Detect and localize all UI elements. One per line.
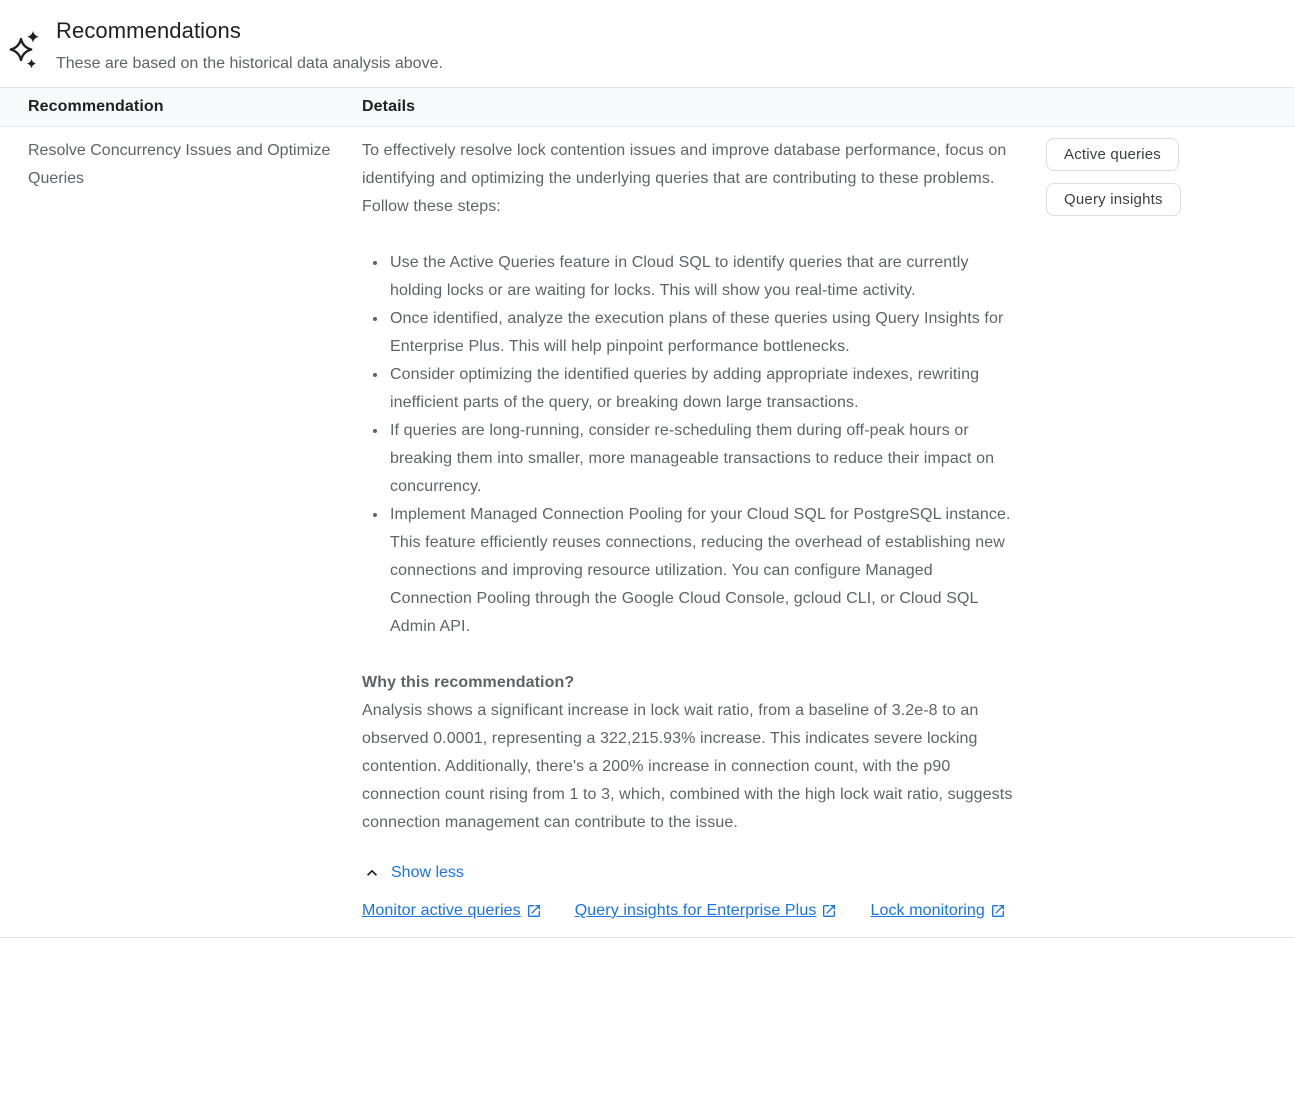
why-recommendation-heading: Why this recommendation? — [362, 674, 575, 691]
link-monitor-active-queries[interactable]: Monitor active queries — [362, 900, 542, 921]
bullet-item: • Use the Active Queries feature in Cloud SQL to identify queries that are currently holding locks or are waiting for locks. This will show you real-time activity. — [388, 249, 1017, 305]
external-link-icon — [526, 903, 542, 919]
show-less-button[interactable] — [362, 863, 464, 883]
recommendations-table — [0, 87, 1295, 938]
recommendation-details — [362, 137, 1017, 921]
page-title: Recommendations — [56, 18, 241, 43]
bullet-item: • Implement Managed Connection Pooling for your Cloud SQL for PostgreSQL instance. This feature efficiently reuses connections, reducing the overhead of establishing new connections and improving resource utilization. You can configure Managed Connection Pooling through the Google Cloud Console, gcloud CLI, or Cloud SQL Admin API. — [388, 501, 1017, 641]
table-header-row — [0, 87, 1295, 127]
external-link-icon — [821, 903, 837, 919]
link-query-insights-enterprise-plus[interactable]: Query insights for Enterprise Plus — [575, 900, 838, 921]
details-bullet-list — [362, 249, 1017, 641]
table-row — [0, 127, 1295, 938]
chevron-up-icon — [362, 863, 382, 883]
gemini-sparkle-icon — [8, 30, 42, 72]
documentation-links — [362, 900, 1017, 921]
recommendations-header — [0, 0, 1295, 75]
link-lock-monitoring[interactable]: Lock monitoring — [870, 900, 1005, 921]
bullet-item: • Consider optimizing the identified queries by adding appropriate indexes, rewriting inefficient parts of the query, or breaking down large transactions. — [388, 361, 1017, 417]
why-recommendation-text: Analysis shows a significant increase in lock wait ratio, from a baseline of 3.2e-8 to an observed 0.0001, representing a 322,215.93% increase. This indicates severe locking contention. Additionally, there's a 200% increase in connection count, with the p90 connection count rising from 1 to 3, which, combined with the high lock wait ratio, suggests connection management can contribute to the issue. — [362, 702, 1013, 831]
page-subtitle: These are based on the historical data analysis above. — [56, 55, 443, 72]
active-queries-button[interactable]: Active queries — [1046, 138, 1179, 171]
column-header-recommendation: Recommendation — [28, 98, 164, 115]
details-intro: To effectively resolve lock contention issues and improve database performance, focus on identifying and optimizing the underlying queries that are contributing to these problems. Follow these steps: — [362, 142, 1007, 215]
action-buttons-column — [1017, 137, 1295, 921]
show-less-label: Show less — [391, 864, 464, 881]
recommendation-title: Resolve Concurrency Issues and Optimize Queries — [28, 142, 331, 187]
column-header-details: Details — [362, 98, 416, 115]
query-insights-button[interactable]: Query insights — [1046, 183, 1181, 216]
external-link-icon — [990, 903, 1006, 919]
bullet-item: • Once identified, analyze the execution plans of these queries using Query Insights for Enterprise Plus. This will help pinpoint performance bottlenecks. — [388, 305, 1017, 361]
bullet-item: • If queries are long-running, consider re-scheduling them during off-peak hours or breaking them into smaller, more manageable transactions to reduce their impact on concurrency. — [388, 417, 1017, 501]
header-text — [56, 16, 443, 75]
